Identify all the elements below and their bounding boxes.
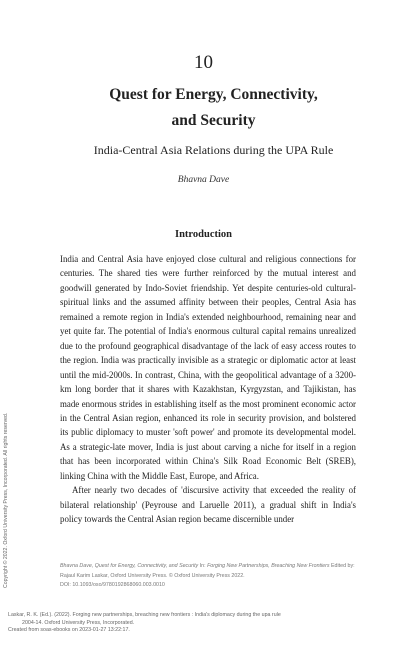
section-heading: Introduction bbox=[175, 229, 232, 240]
footnote-chapter-title: Quest for Energy, Connectivity, and Security bbox=[94, 563, 199, 569]
footnote-doi: DOI: 10.1093/oso/9780192868060.003.0010 bbox=[60, 582, 165, 588]
chapter-title-line-1: Quest for Energy, Connectivity, bbox=[109, 86, 318, 103]
author-name: Bhavna Dave bbox=[177, 175, 230, 185]
footnote-book-title: Forging New Partnerships, Breaching New Frontiers bbox=[207, 563, 330, 569]
chapter-title bbox=[40, 82, 387, 134]
citation-line-3: Created from soas-ebooks on 2023-01-27 13:22:17. bbox=[8, 627, 130, 633]
chapter-title-line-2: and Security bbox=[171, 112, 256, 129]
paragraph: India and Central Asia have enjoyed close cultural and religious connections for centuries. The shared ties were further reinforced by the mutual interest and goodwill generated by Indo-Soviet friendship. Yet despite centuries-old cultural-spiritual links and the assumed affinity between their peoples, Central Asia has remained a remote region in India's extended neighbourhood, remaining near and yet quite far. The potential of India's enormous cultural capital remains unrealized due to the profound geographical disadvantage of the lack of easy access routes to the region. India was practically invisible as a strategic or diplomatic actor at least until the mid-2000s. In contrast, China, with the geopolitical advantage of a 3200-km long border that it shares with Kazakhstan, Kyrgyzstan, and Tajikistan, has made enormous strides in establishing itself as the most prominent economic actor in the Central Asian region, enhanced its role in security provision, and bolstered its public diplomacy to muster 'soft power' and promote its developmental model. As a strategic-late mover, India is just about carving a niche for itself in a region that has been incorporated within China's Silk Road Economic Belt (SREB), linking China with the Middle East, Europe, and Africa. bbox=[60, 254, 356, 481]
citation-line-1: Laskar, R. K. (Ed.). (2022). Forging new partnerships, breaching new frontiers : India's diplomacy during the upa rule bbox=[8, 612, 281, 618]
chapter-subtitle: India-Central Asia Relations during the UPA Rule bbox=[93, 143, 334, 157]
footnote-author: Bhavna Dave, bbox=[60, 563, 94, 569]
paragraph: After nearly two decades of 'discursive activity that exceeded the reality of bilateral relationship' (Peyrouse and Laruelle 2011), a gradual shift in India's policy towards the Central Asian region became discernible under bbox=[60, 485, 356, 525]
chapter-number: 10 bbox=[194, 52, 213, 73]
citation-line-2: 2004-14. Oxford University Press, Incorporated. bbox=[22, 619, 135, 626]
side-copyright-notice: Copyright © 2022. Oxford University Press, Incorporated. All rights reserved. bbox=[3, 412, 9, 588]
citation-block bbox=[8, 612, 403, 635]
footnote-book-prefix: In: bbox=[199, 563, 206, 569]
body-text bbox=[60, 252, 356, 527]
chapter-footnote bbox=[60, 562, 360, 591]
footnote-editor-publisher: Edited by: Rajaul Karim Laskar, Oxford University Press. © Oxford University Press 2022. bbox=[60, 563, 355, 579]
